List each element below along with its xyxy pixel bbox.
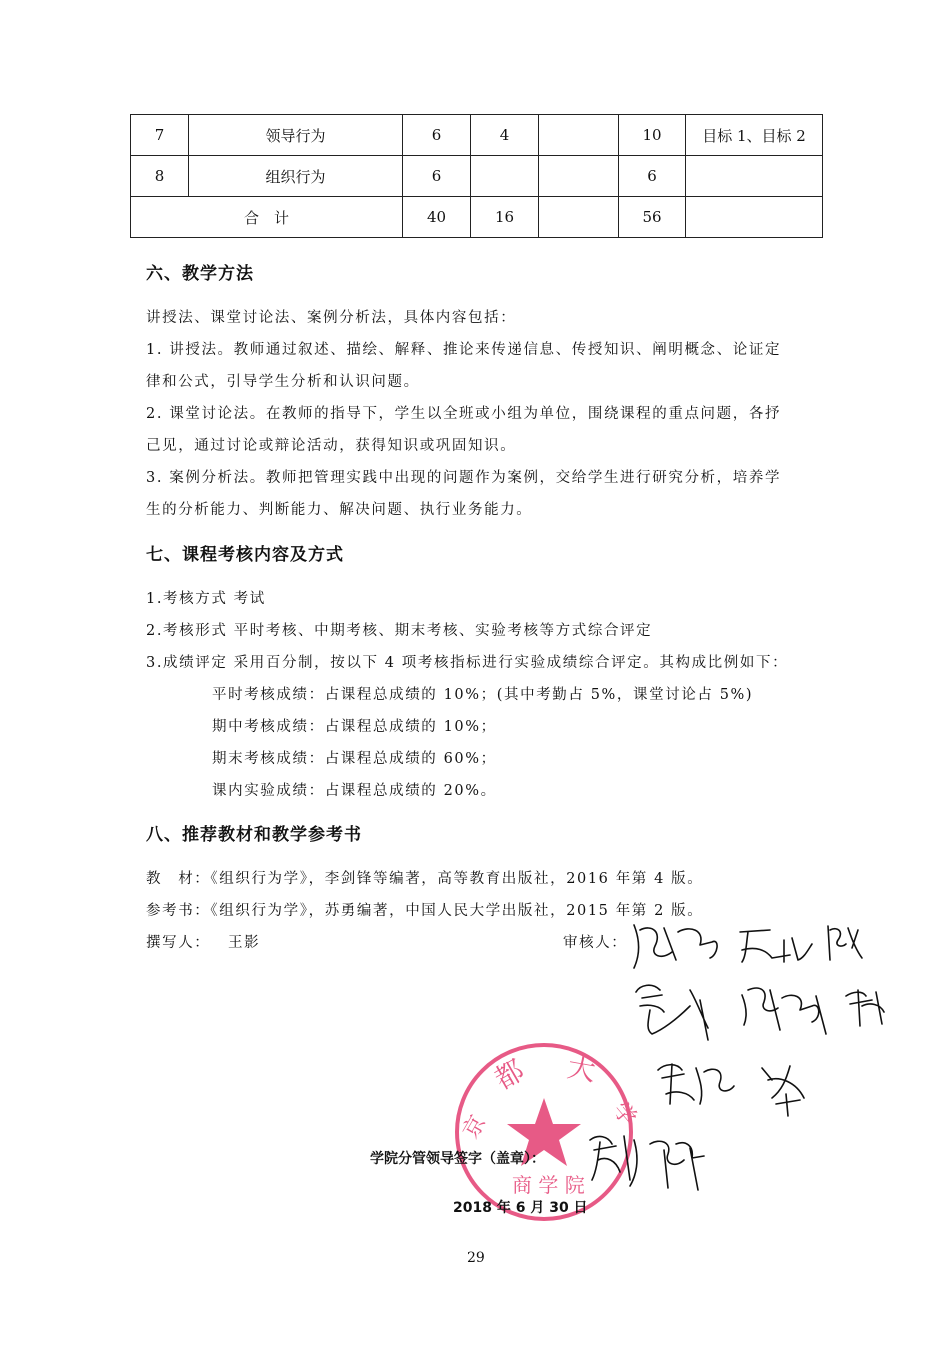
section-8-heading: 八、推荐教材和教学参考书: [146, 825, 362, 845]
paragraph-line: 1.考核方式 考试: [146, 591, 266, 607]
sum-label: 合 计: [131, 197, 403, 238]
page-number: 29: [467, 1250, 485, 1266]
svg-text:学: 学: [607, 1097, 641, 1131]
reviewer-label: 审核人：: [563, 935, 628, 951]
svg-text:大: 大: [564, 1050, 599, 1088]
paragraph-line: 讲授法、课堂讨论法、案例分析法，具体内容包括：: [146, 310, 517, 326]
sum-practice-hours: 16: [471, 197, 539, 238]
paragraph-line: 3.成绩评定 采用百分制，按以下 4 项考核指标进行实验成绩综合评定。其构成比例如下：: [146, 655, 789, 671]
row-total-hours: 6: [619, 156, 686, 197]
svg-text:商 学 院: 商 学 院: [512, 1173, 585, 1197]
paragraph-line: 2.考核形式 平时考核、中期考核、期末考核、实验考核等方式综合评定: [146, 623, 653, 639]
paragraph-line: 生的分析能力、判断能力、解决问题、执行业务能力。: [146, 502, 533, 518]
paragraph-line: 己见，通过讨论或辩论活动，获得知识或巩固知识。: [146, 438, 517, 454]
writer-label: 撰写人：: [146, 935, 211, 951]
paragraph-line: 律和公式，引导学生分析和认识问题。: [146, 374, 420, 390]
paragraph-line: 3. 案例分析法。教师把管理实践中出现的问题作为案例，交给学生进行研究分析，培养学: [146, 470, 782, 486]
row-total-hours: 10: [619, 115, 686, 156]
signature-date: 2018 年 6 月 30 日: [453, 1200, 588, 1216]
section-7-heading: 七、课程考核内容及方式: [146, 545, 344, 565]
row-lecture-hours: 6: [403, 115, 471, 156]
sum-lecture-hours: 40: [403, 197, 471, 238]
row-practice-hours: 4: [471, 115, 539, 156]
textbook-line: 教 材：《组织行为学》，李剑锋等编著，高等教育出版社，2016 年第 4 版。: [146, 871, 704, 887]
grading-item: 平时考核成绩：占课程总成绩的 10%；(其中考勤占 5%，课堂讨论占 5%): [212, 687, 754, 703]
row-topic: 组织行为: [189, 156, 403, 197]
section-6-heading: 六、教学方法: [146, 264, 254, 284]
grading-item: 期中考核成绩：占课程总成绩的 10%；: [212, 719, 497, 735]
paragraph-line: 1. 讲授法。教师通过叙述、描绘、解释、推论来传递信息、传授知识、阐明概念、论证定: [146, 342, 782, 358]
svg-text:京: 京: [458, 1111, 492, 1143]
row-goal: 目标 1、目标 2: [686, 115, 823, 156]
grading-item: 期末考核成绩：占课程总成绩的 60%；: [212, 751, 497, 767]
svg-text:都: 都: [489, 1053, 530, 1097]
row-number: 8: [131, 156, 189, 197]
row-lecture-hours: 6: [403, 156, 471, 197]
leader-signature-label: 学院分管领导签字（盖章）：: [370, 1151, 545, 1167]
row-number: 7: [131, 115, 189, 156]
grading-item: 课内实验成绩：占课程总成绩的 20%。: [212, 783, 497, 799]
writer-name: 王影: [228, 935, 261, 951]
reference-book-line: 参考书：《组织行为学》，苏勇编著，中国人民大学出版社，2015 年第 2 版。: [146, 903, 704, 919]
row-topic: 领导行为: [189, 115, 403, 156]
sum-total-hours: 56: [619, 197, 686, 238]
paragraph-line: 2. 课堂讨论法。在教师的指导下，学生以全班或小组为单位，围绕课程的重点问题，各抒: [146, 406, 782, 422]
